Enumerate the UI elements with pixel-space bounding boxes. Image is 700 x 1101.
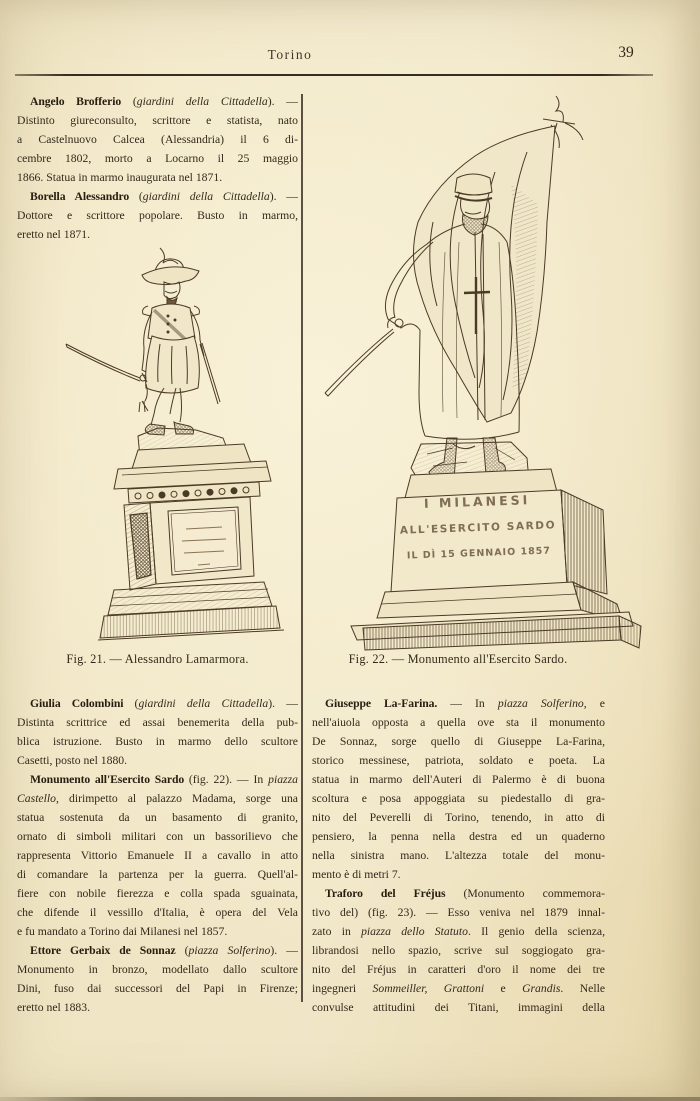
- text-line: Distinta scrittrice ed assai benemerita della pub-: [17, 716, 298, 729]
- text-line: che difende il vessillo d'Italia, è opera del Vela: [17, 906, 298, 919]
- text-line: zato in piazza dello Statuto. Il genio della scienza,: [312, 925, 605, 938]
- figure-22-caption: Fig. 22. — Monumento all'Esercito Sardo.: [348, 652, 568, 666]
- figure-21-lamarmora-statue: [52, 238, 297, 646]
- text-line: De Sonnaz, sorge quello di Giuseppe La-Farina,: [312, 735, 605, 748]
- text-line: Dini, fuso dai successori del Papi in Firenze;: [17, 982, 298, 995]
- text-line: Ettore Gerbaix de Sonnaz (piazza Solferino). —: [30, 944, 298, 957]
- text-line: Casetti, posto nel 1880.: [17, 754, 128, 767]
- text-line: fiere con nobile fierezza e colla spada sguainata,: [17, 887, 298, 900]
- text-line: nell'aiuola opposta a quella ove sta il monumento: [312, 716, 605, 729]
- statue-soldier-figure: [66, 248, 228, 458]
- text-line: mento è di metri 7.: [312, 868, 401, 881]
- text-line: Traforo del Fréjus (Monumento commemora-: [325, 887, 605, 900]
- statue-pedestal: [98, 444, 284, 640]
- text-line: storico messinese, patriota, soldato e poeta. La: [312, 754, 605, 767]
- text-line: blica istruzione. Busto in marmo dello scultore: [17, 735, 298, 748]
- figure-22-esercito-sardo-monument: [315, 92, 660, 652]
- text-line: eretto nel 1883.: [17, 1001, 91, 1014]
- text-line: convulse attitudini dei Titani, immagini della: [312, 1001, 605, 1014]
- inscription-line-3: IL DÌ 15 GENNAIO 1857: [406, 545, 552, 562]
- text-line: ingegneri Sommeiller, Grattoni e Grandis. Nelle: [312, 982, 606, 995]
- text-line: Monumento in bronzo, modellato dallo scultore: [17, 963, 298, 976]
- text-line: pensiero, la penna nella destra ed un quaderno: [312, 830, 605, 843]
- text-line: eretto nel 1871.: [17, 228, 91, 241]
- text-line: tivo del) (fig. 23). — Esso veniva nel 1879 innal-: [312, 906, 605, 919]
- text-line: statua sostenuta da un basamento di granito,: [17, 811, 298, 824]
- text-line: nito del Peverelli di Torino, tenendo, in atto di: [312, 811, 605, 824]
- right-column-text: [312, 694, 605, 1017]
- left-column-top-text: [17, 92, 298, 244]
- text-line: Distinto giureconsulto, scrittore e statista, nato: [17, 114, 298, 127]
- text-line: Castello, dirimpetto al palazzo Madama, sorge una: [17, 792, 298, 805]
- inscription-line-1: I MILANESI: [423, 492, 531, 511]
- text-line: Dottore e scrittore popolare. Busto in marmo,: [17, 209, 298, 222]
- figure-21-caption: Fig. 21. — Alessandro Lamarmora.: [66, 652, 249, 666]
- text-line: cembre 1802, morto a Locarno il 25 maggio: [17, 152, 298, 165]
- text-line: 1866. Statua in marmo inaugurata nel 1871.: [17, 171, 223, 184]
- text-line: Angelo Brofferio (giardini della Cittadella). —: [30, 95, 298, 108]
- text-line: e fu mandato a Torino dai Milanesi nel 1857.: [17, 925, 228, 938]
- text-line: Giuseppe La-Farina. — In piazza Solferino, e: [325, 697, 605, 710]
- column-divider: [301, 94, 303, 1002]
- left-column-bottom-text: [17, 694, 298, 1017]
- text-line: nella sinistra mano. L'altezza totale del monu-: [312, 849, 605, 862]
- text-line: a Castelnuovo Calcea (Alessandria) il 6 di-: [17, 133, 298, 146]
- scan-bottom-edge: [0, 1097, 700, 1101]
- text-line: Giulia Colombini (giardini della Cittadella). —: [30, 697, 298, 710]
- inscription-line-2: ALL'ESERCITO SARDO: [399, 519, 557, 537]
- text-line: rappresenta Vittorio Emanuele II a cavallo in atto: [17, 849, 298, 862]
- header-rule: [15, 74, 653, 76]
- text-line: Borella Alessandro (giardini della Cittadella). —: [30, 190, 298, 203]
- text-line: di comandare la partenza per la guerra. Quell'al-: [17, 868, 298, 881]
- text-line: Monumento all'Esercito Sardo (fig. 22). — In piazza: [30, 773, 298, 786]
- flag-and-staff: [413, 96, 583, 422]
- fig22-engraving: [315, 92, 660, 652]
- text-line: statua in marmo dell'Auteri di Palermo è di buona: [312, 773, 605, 786]
- text-line: librandosi nello spazio, scrive sul soggiogato gra-: [312, 944, 605, 957]
- text-line: ornato di simboli militari con un bassorilievo che: [17, 830, 298, 843]
- page-number: 39: [618, 44, 634, 61]
- text-line: nito del Fréjus in caratteri d'oro il nome dei tre: [312, 963, 605, 976]
- pedestal-inscription: [395, 491, 561, 562]
- fig21-engraving: [52, 238, 297, 646]
- running-head-title: Torino: [267, 47, 313, 62]
- text-line: scoltura e posa appoggiata su piedestallo di gra-: [312, 792, 605, 805]
